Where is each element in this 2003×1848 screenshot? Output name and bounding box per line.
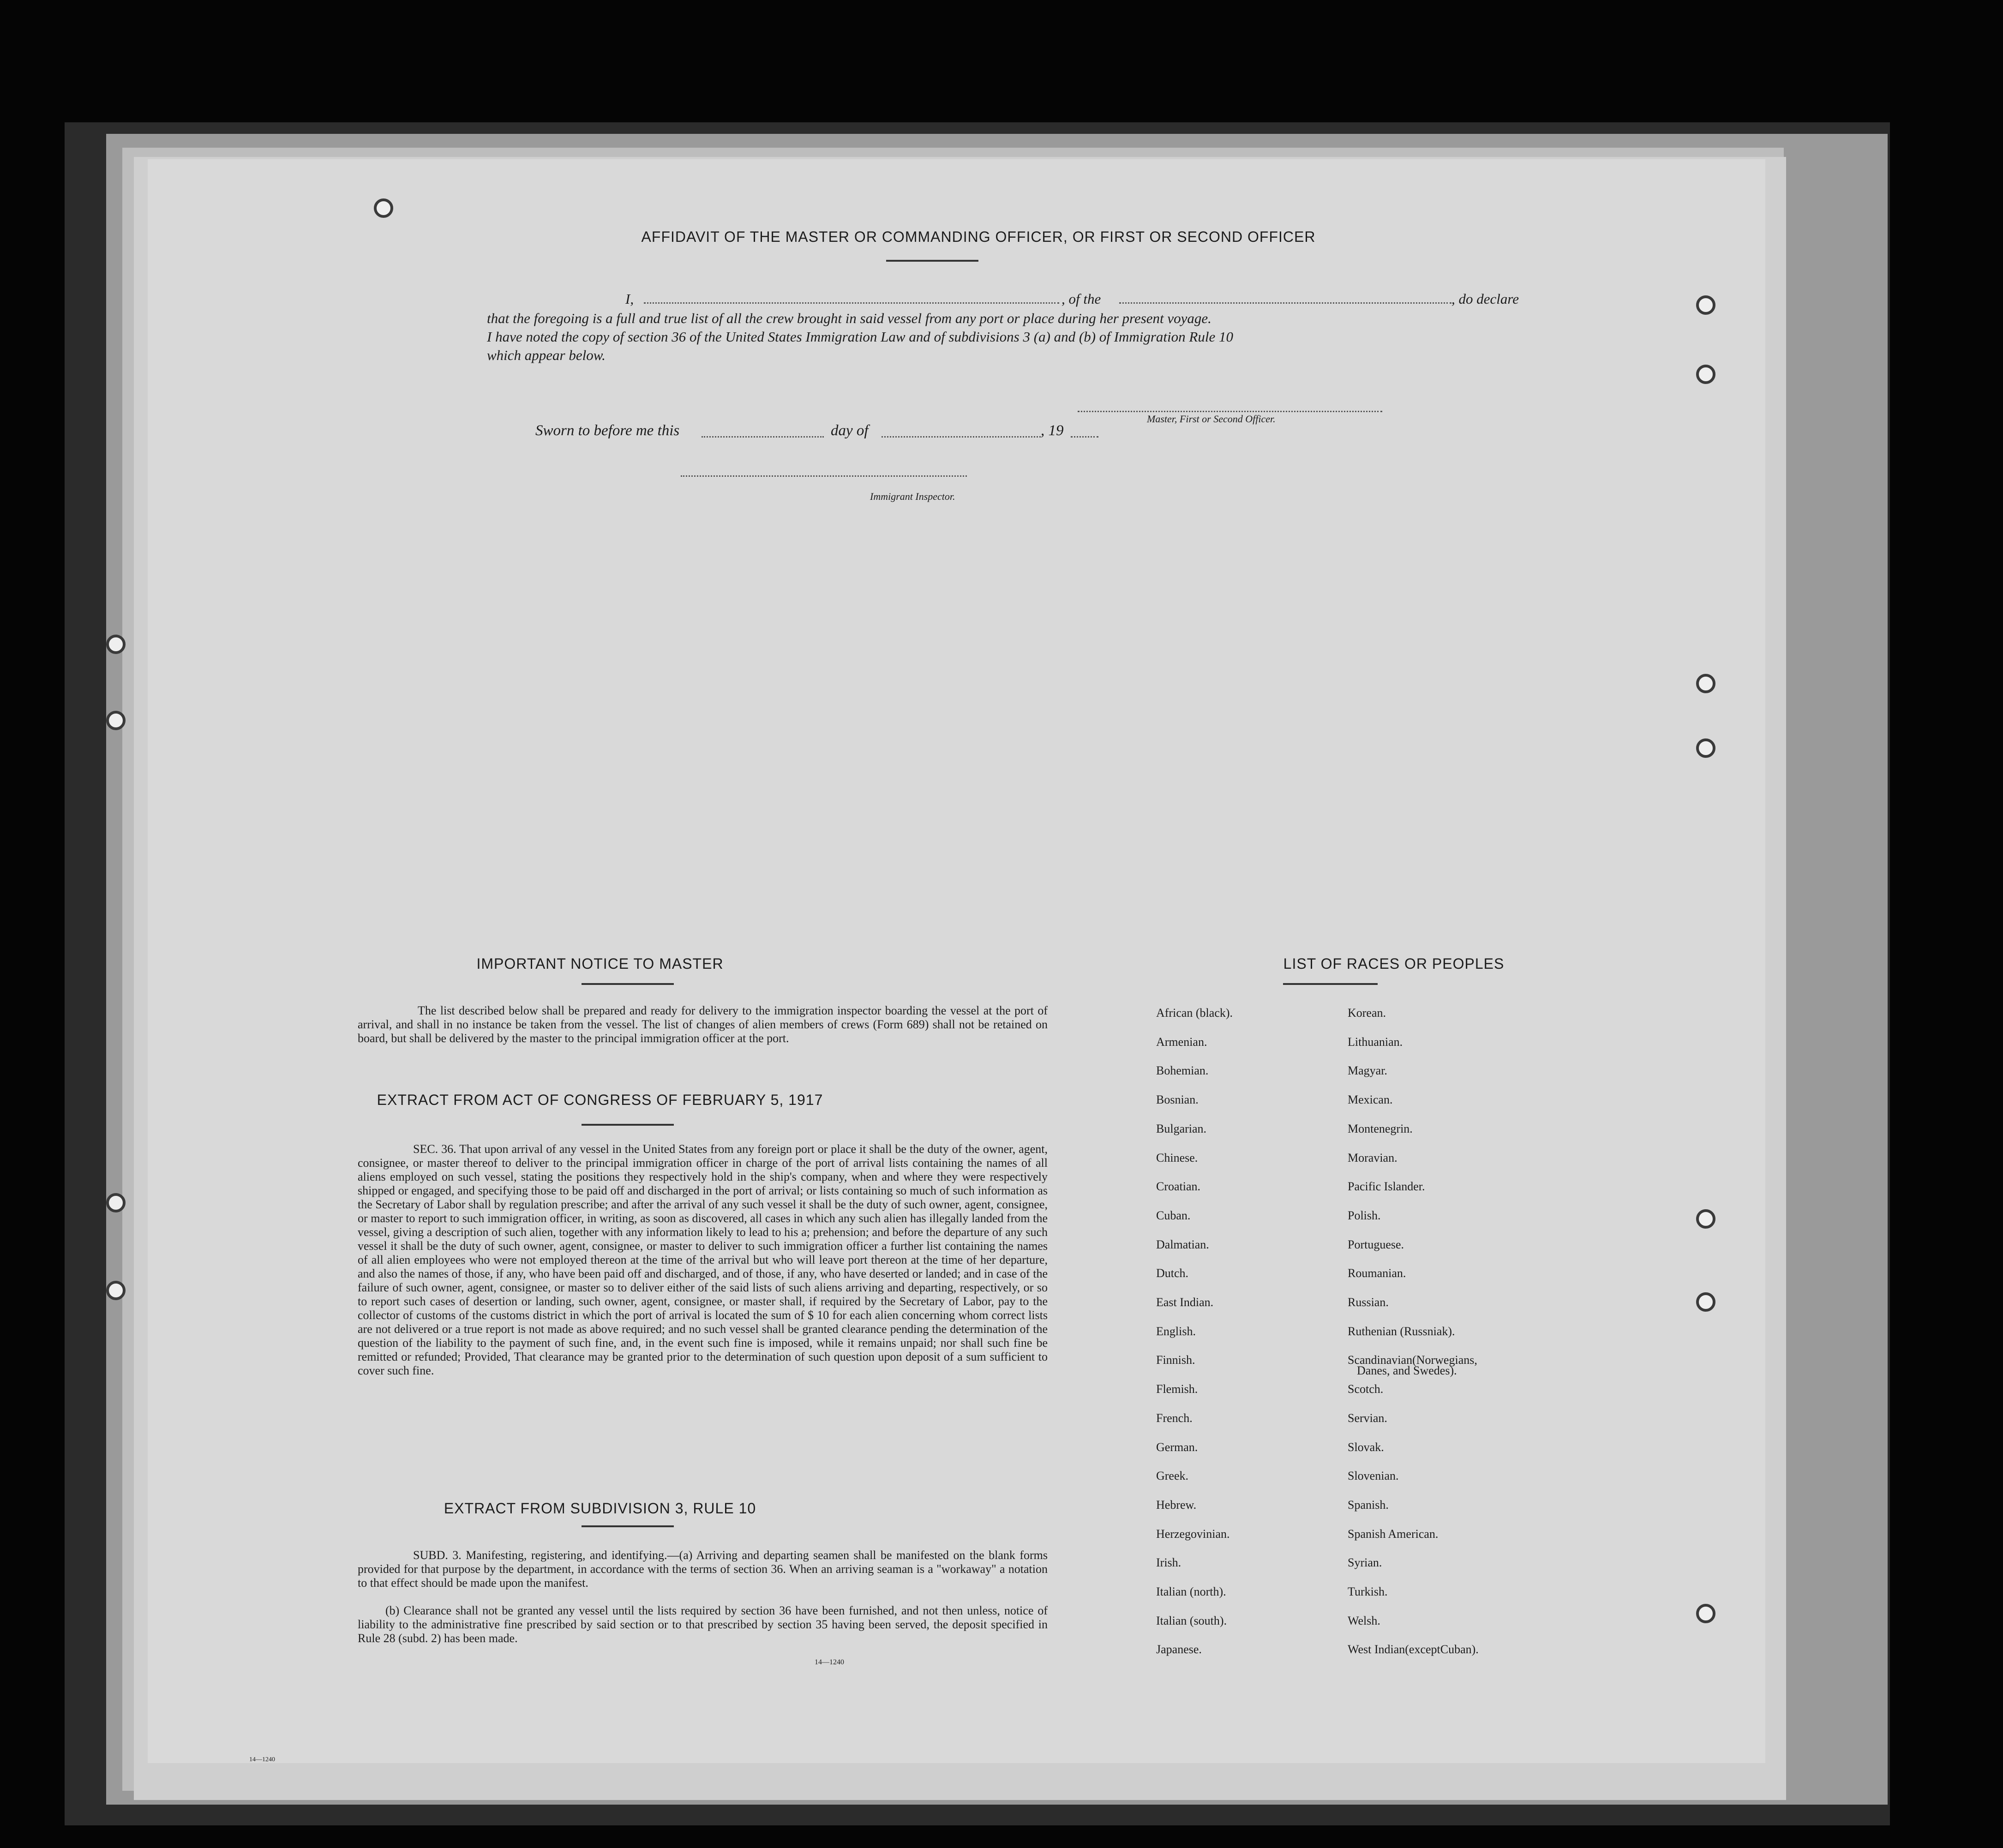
master-signature-line — [1078, 411, 1382, 412]
race-item: Irish. — [1156, 1556, 1181, 1570]
day-of-label: day of — [831, 422, 869, 439]
race-item: Scotch. — [1348, 1382, 1384, 1396]
race-item: Japanese. — [1156, 1643, 1202, 1656]
year-blank-line — [1071, 436, 1098, 438]
notice-text: The list described below shall be prepared and ready for delivery to the immigration inspector boarding the vessel at the port of arrival, and shall in no instance be taken from the vessel. The list of changes of alien members of crews (Form 689) shall not be retained on board, but shall be delivered by the master to the principal immigration officer at the port. — [358, 1004, 1048, 1045]
inspector-label: Immigrant Inspector. — [870, 491, 955, 502]
rule-subd-a-text: SUBD. 3. Manifesting, registering, and identifying.—(a) Arriving and departing seamen shall be manifested on the blank forms provided for that purpose by the department, in accordance with the terms of section 36. When an arriving seaman is a "workaway" a notation to that effect should be made upon the manifest. — [358, 1548, 1048, 1590]
punch-hole — [106, 635, 126, 654]
race-item: Greek. — [1156, 1469, 1189, 1483]
rule-rule — [582, 1525, 674, 1527]
race-item: African (black). — [1156, 1006, 1233, 1020]
race-item: Korean. — [1348, 1006, 1386, 1020]
races-title: LIST OF RACES OR PEOPLES — [1283, 955, 1505, 972]
year-prefix: , 19 — [1041, 422, 1064, 439]
race-item: Flemish. — [1156, 1382, 1198, 1396]
punch-hole — [1696, 365, 1715, 384]
race-item: Servian. — [1348, 1411, 1387, 1425]
race-item: German. — [1156, 1440, 1198, 1454]
race-item: Montenegrin. — [1348, 1122, 1413, 1135]
punch-hole — [374, 198, 393, 218]
punch-hole — [1696, 295, 1715, 315]
race-item: Ruthenian (Russniak). — [1348, 1324, 1455, 1338]
race-item: Spanish. — [1348, 1498, 1389, 1512]
race-item: Magyar. — [1348, 1064, 1387, 1078]
race-item: Armenian. — [1156, 1035, 1207, 1049]
race-item: Dalmatian. — [1156, 1237, 1209, 1251]
race-item: Finnish. — [1156, 1353, 1195, 1367]
race-item: Cuban. — [1156, 1208, 1191, 1222]
affidavit-text-line-2: that the foregoing is a full and true list of all the crew brought in said vessel from any port or place during her present voyage. — [487, 310, 1211, 326]
race-item-continued: Danes, and Swedes). — [1357, 1364, 1457, 1377]
race-item: Slovenian. — [1348, 1469, 1399, 1483]
punch-hole — [1696, 674, 1715, 693]
punch-hole — [1696, 1292, 1715, 1312]
name-blank-line — [644, 302, 1059, 304]
act-section-36-text: SEC. 36. That upon arrival of any vessel in the United States from any foreign port or place it shall be the duty of the owner, agent, consignee, or master thereof to deliver to the principal immigration officer in charge of the port of arrival lists containing the names of all aliens employed on such vessel, stating the positions they respectively hold in the ship's company, when and where they were respectively shipped or engaged, and specifying those to be paid off and discharged in the port of arrival; or lists containing so much of such information as the Secretary of Labor shall by regulation prescribe; and after the arrival of any such vessel it shall be the duty of such owner, agent, consignee, or master to report to such immigration officer, in writing, as soon as discovered, all cases in which any such alien has illegally landed from the vessel, giving a description of such alien, together with any information likely to lead to his a; prehension; and before the departure of any such vessel it shall be the duty of such owner, agent, consignee, or master to deliver to such immigration officer a further list containing the names of all alien employees who were not employed thereon at the time of the arrival but who will leave port thereon at the time of her departure, and also the names of those, if any, who have been paid off and discharged, and of those, if any, who have deserted or landed; and in case of the failure of such owner, agent, consignee, or master so to deliver either of the said lists of such aliens arriving and departing, respectively, or so to report such cases of desertion or landing, such owner, agent, consignee, or master shall, if required by the Secretary of Labor, pay to the collector of customs of the customs district in which the port of arrival is located the sum of $ 10 for each alien concerning whom correct lists are not delivered or a true report is not made as above required; and no such vessel shall be granted clearance pending the determination of the question of the liability to the payment of such fine, and, in the event such fine is imposed, while it remains unpaid; nor shall such fine be remitted or refunded; Provided, That clearance may be granted prior to the determination of such question upon deposit of a sum sufficient to cover such fine. — [358, 1142, 1048, 1377]
punch-hole — [106, 1193, 126, 1212]
race-item: Mexican. — [1348, 1093, 1393, 1107]
race-item: Hebrew. — [1156, 1498, 1197, 1512]
race-item: West Indian(exceptCuban). — [1348, 1643, 1479, 1656]
race-item: Spanish American. — [1348, 1527, 1439, 1541]
race-item: Turkish. — [1348, 1585, 1388, 1598]
affidavit-text-line-3: I have noted the copy of section 36 of the United States Immigration Law and of subdivisions 3 (a) and (b) of Immigration Rule 10 — [487, 329, 1233, 345]
race-item: French. — [1156, 1411, 1193, 1425]
bottom-stamp: 14—1240 — [249, 1756, 275, 1763]
race-item: Bosnian. — [1156, 1093, 1199, 1107]
affidavit-document — [148, 159, 1765, 1763]
race-item: Chinese. — [1156, 1151, 1198, 1164]
master-signature-label: Master, First or Second Officer. — [1147, 413, 1276, 425]
sworn-day-line — [702, 436, 824, 438]
race-item: Italian (south). — [1156, 1614, 1227, 1627]
punch-hole — [1696, 738, 1715, 758]
race-item: Herzegovinian. — [1156, 1527, 1230, 1541]
race-item: Russian. — [1348, 1296, 1389, 1309]
punch-hole — [106, 711, 126, 730]
race-item: Portuguese. — [1348, 1237, 1404, 1251]
punch-hole — [1696, 1604, 1715, 1623]
act-title: EXTRACT FROM ACT OF CONGRESS OF FEBRUARY 5, 1917 — [377, 1092, 823, 1108]
rule-title: EXTRACT FROM SUBDIVISION 3, RULE 10 — [444, 1500, 756, 1517]
form-number: 14—1240 — [815, 1658, 844, 1666]
race-item: Scandinavian(Norwegians, — [1348, 1353, 1477, 1367]
race-item: Bulgarian. — [1156, 1122, 1207, 1135]
notice-rule — [582, 983, 674, 985]
race-item: Lithuanian. — [1348, 1035, 1403, 1049]
race-item: Syrian. — [1348, 1556, 1382, 1570]
race-item: English. — [1156, 1324, 1196, 1338]
vessel-blank-line — [1119, 302, 1451, 304]
race-item: East Indian. — [1156, 1296, 1214, 1309]
act-rule — [582, 1124, 674, 1126]
punch-hole — [106, 1281, 126, 1300]
races-rule — [1283, 983, 1378, 985]
race-item: Pacific Islander. — [1348, 1180, 1425, 1194]
affidavit-title: AFFIDAVIT OF THE MASTER OR COMMANDING OFFICER, OR FIRST OR SECOND OFFICER — [641, 228, 1316, 245]
race-item: Dutch. — [1156, 1266, 1189, 1280]
race-item: Roumanian. — [1348, 1266, 1406, 1280]
month-blank-line — [882, 436, 1041, 438]
affidavit-i-label: I, — [625, 291, 634, 307]
race-item: Slovak. — [1348, 1440, 1384, 1454]
affidavit-do-declare: , do declare — [1451, 291, 1519, 307]
rule-subd-b-text: (b) Clearance shall not be granted any vessel until the lists required by section 36 have been furnished, and not then unless, notice of liability to the administrative fine prescribed by said section or to that prescribed by section 35 having been served, the deposit specified in Rule 28 (subd. 2) has been made. — [358, 1604, 1048, 1645]
title-rule — [886, 260, 978, 262]
race-item: Moravian. — [1348, 1151, 1397, 1164]
race-item: Bohemian. — [1156, 1064, 1209, 1078]
sworn-label: Sworn to before me this — [535, 422, 680, 439]
race-item: Polish. — [1348, 1208, 1381, 1222]
notice-title: IMPORTANT NOTICE TO MASTER — [476, 955, 724, 972]
affidavit-text-line-4: which appear below. — [487, 347, 606, 363]
race-item: Italian (north). — [1156, 1585, 1226, 1598]
inspector-signature-line — [681, 475, 967, 477]
punch-hole — [1696, 1209, 1715, 1229]
affidavit-of-the: , of the — [1061, 291, 1101, 307]
race-item: Croatian. — [1156, 1180, 1201, 1194]
race-item: Welsh. — [1348, 1614, 1380, 1627]
